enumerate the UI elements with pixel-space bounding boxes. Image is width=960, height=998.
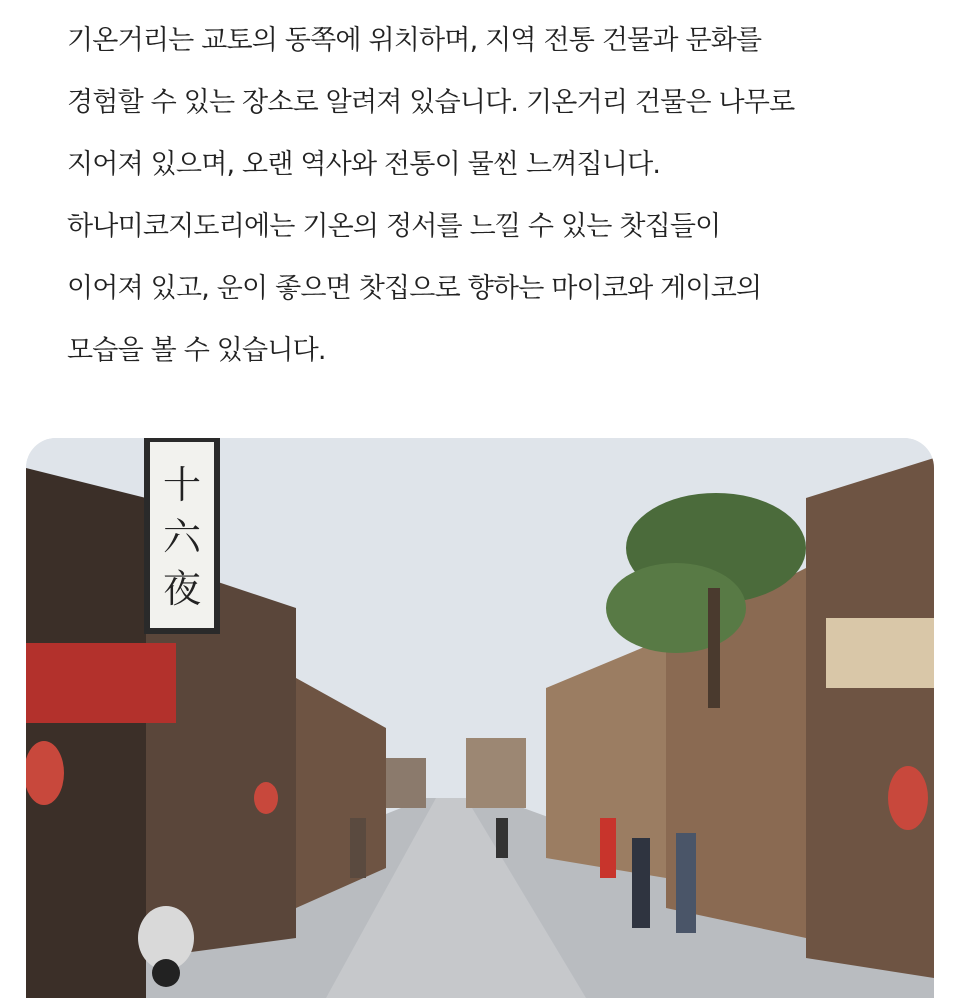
distant-building	[466, 738, 526, 808]
red-lantern-right	[888, 766, 928, 830]
sign-char-2: 六	[162, 515, 202, 559]
scooter-wheel	[152, 959, 180, 987]
sign-char-1: 十	[162, 463, 202, 507]
right-building-near	[806, 458, 934, 978]
left-building-near	[26, 468, 146, 998]
red-postbox	[600, 818, 616, 878]
pedestrian	[496, 818, 508, 858]
article-line-3: 지어져 있으며, 오랜 역사와 전통이 물씬 느껴집니다.	[67, 149, 661, 180]
red-noren-curtain	[26, 643, 176, 723]
balcony-railing	[826, 618, 934, 688]
distant-building	[386, 758, 426, 808]
article-line-5: 이어져 있고, 운이 좋으면 찻집으로 향하는 마이코와 게이코의	[67, 273, 762, 304]
pedestrian	[350, 818, 366, 878]
street-scene-illustration	[26, 438, 934, 998]
red-lantern-small	[254, 782, 278, 814]
article-text	[67, 10, 927, 382]
article-line-1: 기온거리는 교토의 동쪽에 위치하며, 지역 전통 건물과 문화를	[67, 25, 762, 56]
gion-street-photo	[26, 438, 934, 998]
pine-tree-canopy-lower	[606, 563, 746, 653]
article-line-2: 경험할 수 있는 장소로 알려져 있습니다. 기온거리 건물은 나무로	[67, 87, 795, 118]
pine-tree-trunk	[708, 588, 720, 708]
article-line-4: 하나미코지도리에는 기온의 정서를 느낄 수 있는 찻집들이	[67, 211, 721, 242]
sign-char-3: 夜	[162, 567, 202, 611]
article-line-6: 모습을 볼 수 있습니다.	[67, 335, 326, 366]
pedestrian	[676, 833, 696, 933]
pedestrian	[632, 838, 650, 928]
